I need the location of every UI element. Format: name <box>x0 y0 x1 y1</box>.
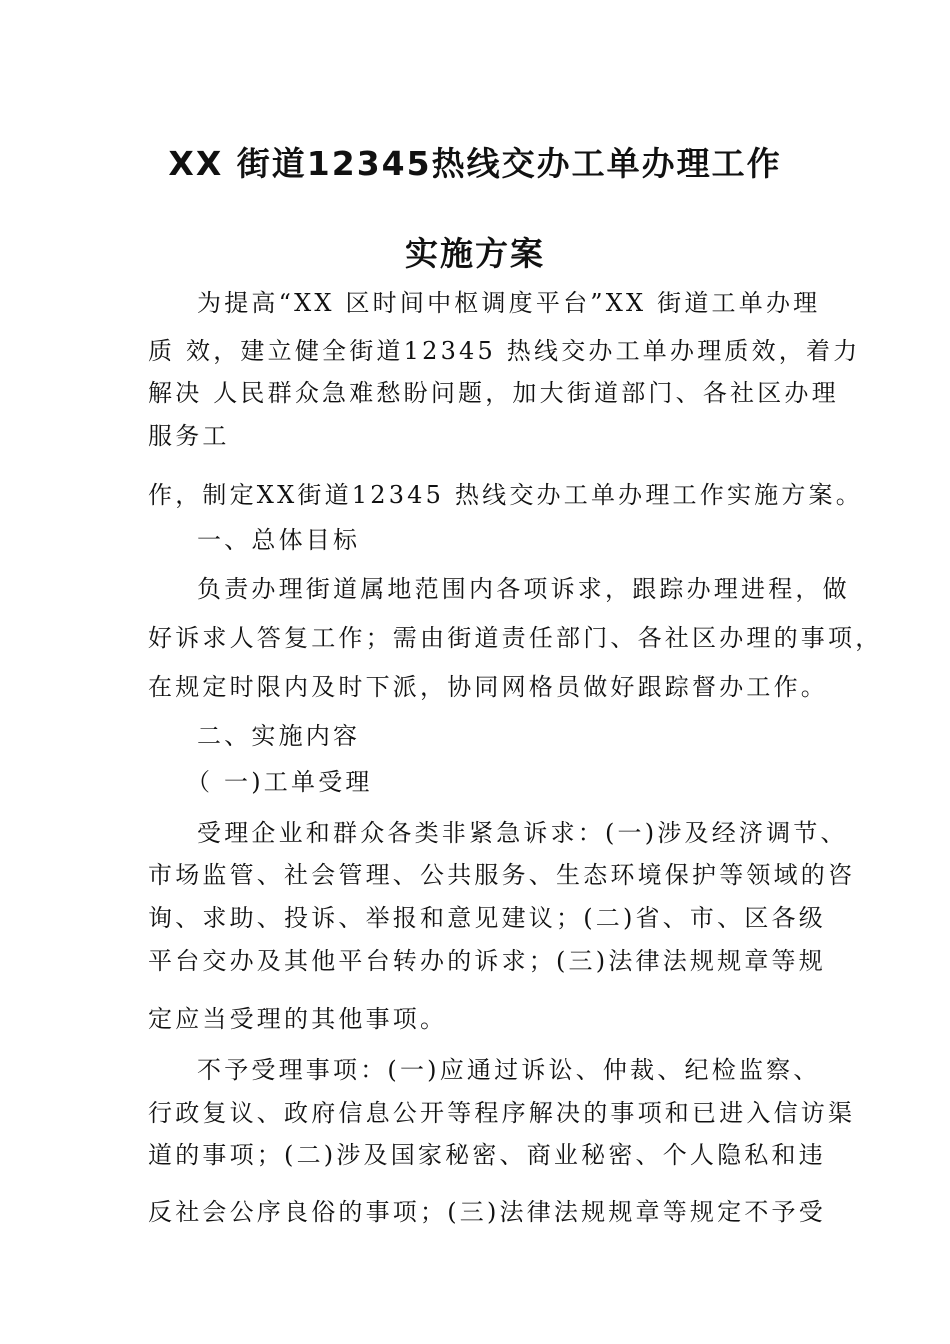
paragraph-line: 质 效，建立健全街道12345 热线交办工单办理质效，着力 <box>148 337 861 365</box>
paragraph-line: 反社会公序良俗的事项；(三)法律法规规章等规定不予受 <box>148 1198 826 1226</box>
section-heading: 一、总体目标 <box>197 526 361 554</box>
paragraph-line: 受理企业和群众各类非紧急诉求：(一)涉及经济调节、 <box>197 819 848 847</box>
paragraph-line: 定应当受理的其他事项。 <box>148 1005 448 1033</box>
paragraph-line: 为提高“XX 区时间中枢调度平台”XX 街道工单办理 <box>197 289 821 317</box>
paragraph-line: 不予受理事项：(一)应通过诉讼、仲裁、纪检监察、 <box>197 1056 821 1084</box>
paragraph-line: 行政复议、政府信息公开等程序解决的事项和已进入信访渠 <box>148 1099 856 1127</box>
document-title-line-2: 实施方案 <box>405 234 545 273</box>
paragraph-line: 解决 人民群众急难愁盼问题，加大街道部门、各社区办理 <box>148 379 839 407</box>
paragraph-line: 询、求助、投诉、举报和意见建议；(二)省、市、区各级 <box>148 904 826 932</box>
paragraph-line: 在规定时限内及时下派，协同网格员做好跟踪督办工作。 <box>148 673 828 701</box>
paragraph-line: 负责办理街道属地范围内各项诉求，跟踪办理进程，做 <box>197 575 850 603</box>
document-title-line-1: XX 街道12345热线交办工单办理工作 <box>168 144 782 183</box>
paragraph-line: 服务工 <box>148 422 230 450</box>
paragraph-line: 道的事项；(二)涉及国家秘密、商业秘密、个人隐私和违 <box>148 1141 826 1169</box>
paragraph-line: 市场监管、社会管理、公共服务、生态环境保护等领域的咨 <box>148 861 856 889</box>
paragraph-line: 作，制定XX街道12345 热线交办工单办理工作实施方案。 <box>148 481 863 509</box>
paragraph-line: 平台交办及其他平台转办的诉求；(三)法律法规规章等规 <box>148 947 826 975</box>
section-heading: 二、实施内容 <box>197 722 361 750</box>
subsection-heading: （ 一)工单受理 <box>186 768 373 796</box>
paragraph-line: 好诉求人答复工作；需由街道责任部门、各社区办理的事项， <box>148 624 883 652</box>
